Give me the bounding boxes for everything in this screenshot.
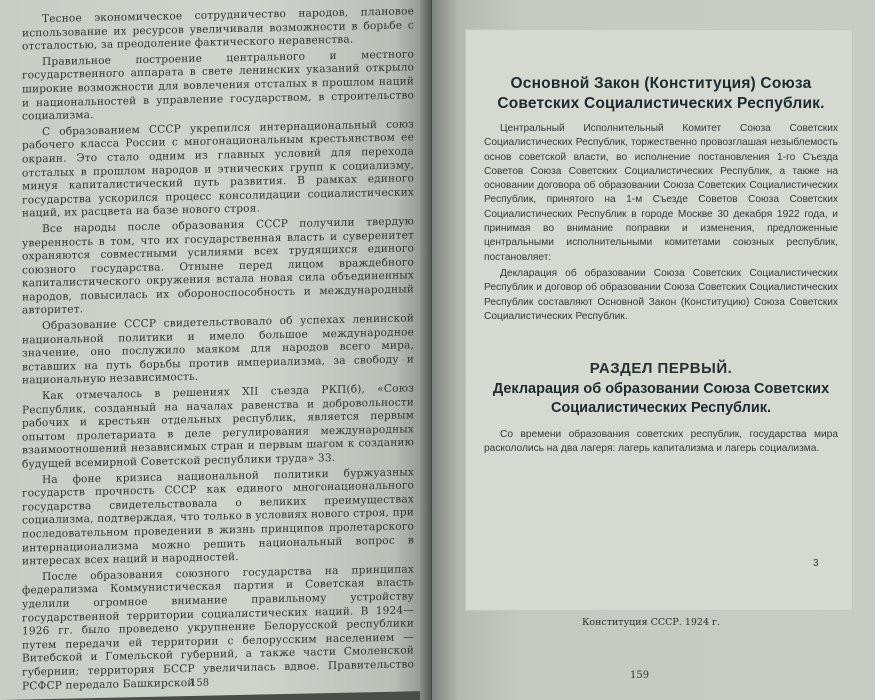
- constitution-title: Основной Закон (Конституция) Союза Советских Социалистических Республик.: [497, 75, 825, 112]
- left-paragraph-1: Тесное экономическое сотрудничество народов, плановое использование их ресурсов увеличивали возможности в борьбе с отсталостью, за преодоление фактического неравенства.: [22, 5, 414, 53]
- section-title: Декларация об образовании Союза Советских Социалистических Республик.: [492, 381, 830, 417]
- preamble-paragraph-1: Центральный Исполнительный Комитет Союза Советских Социалистических Республик, торжественно провозглашая незыблемость основ советской власти, во исполнение постановления 1-го Съезда Советов Союза Советских Социалистических Республик, а также на основании договора об образовании Союза Советских Социалистических Республик, принятого на 1-м Съезде Советов Союза Советских Социалистических Республик в городе Москве 30 декабря 1922 года, и принимая во внимание поправки и изменения, предложенные центральными исполнительными комитетами союзных республик, постановляет:: [484, 123, 838, 263]
- constitution-facsimile: [466, 30, 852, 610]
- left-paragraph-4: Все народы после образования СССР получили твердую уверенность в том, что их государственная власть и суверенитет охраняются совместными усилиями всех трудящихся единого союзного государства. Отныне перед лицом враждебного капиталистического окружения встала новая сила объединенных народов, повысилась их обороноспособность и международный авторитет.: [22, 215, 414, 318]
- facsimile-caption: Конституция СССР. 1924 г.: [582, 617, 721, 628]
- left-page: [0, 0, 428, 700]
- left-paragraph-6: Как отмечалось в решениях XII съезда РКП(б), «Союз Республик, созданный на началах равенства и добровольности рабочих и крестьян отдельных республик, является первым опытом пролетариата в деле регулирования международных взаимоотношений независимых стран и первым шагом к созданию будущей всемирной Советской республики труда» 33.: [22, 382, 414, 471]
- right-page-number: 159: [630, 670, 650, 681]
- left-page-number: 158: [190, 677, 210, 690]
- facsimile-page-number: 3: [813, 558, 819, 569]
- left-paragraph-2: Правильное построение центрального и местного государственного аппарата в свете ленинских указаний открыло широкие возможности для вовлечения отсталых в прошлом наций и национальностей в управление государством, в строительство социализма.: [22, 48, 414, 123]
- section-text: Со времени образования советских республик, государства мира раскололись на два лагеря: лагерь капитализма и лагерь социализма.: [484, 429, 838, 455]
- left-paragraph-3: С образованием СССР укрепился интернациональный союз рабочего класса России с многонациональным крестьянством ее окраин. Это стало одним из главных условий для перехода отсталых в прошлом народов и этнических групп к социализму, минуя капиталистический путь развития. В рамках единого государства ускорился процесс консолидации социалистических наций, их расцвета на базе нового строя.: [22, 118, 414, 220]
- right-page: [432, 0, 875, 700]
- preamble-paragraph-2: Декларация об образовании Союза Советских Социалистических Республик и договор об образовании Союза Советских Социалистических Республик составляют Основной Закон (Конституцию) Союза Советских Социалистических Республик.: [484, 267, 838, 322]
- left-paragraph-5: Образование СССР свидетельствовало об успехах ленинской национальной политики и имело большое международное значение, оно послужило маяком для народов всего мира, вставших на путь борьбы против империализма, за свободу и национальную независимость.: [22, 312, 414, 387]
- section-heading: РАЗДЕЛ ПЕРВЫЙ.: [589, 360, 733, 378]
- left-paragraph-7: На фоне кризиса национальной политики буржуазных государств прочность СССР как единого многонационального государства свидетельствовала о великих преимуществах социализма, подтверждая, что только в условиях нового строя, при последовательном проведении в жизнь принципов пролетарского интернационализма можно решить национальный вопрос в интересах всех наций и народностей.: [22, 465, 414, 568]
- left-paragraph-8: После образования союзного государства на принципах федерализма Коммунистическая партия и Советская власть уделили огромное внимание правильному устройству государственной территории социалистических наций. В 1924—1926 гг. было проведено укрупнение Белорусской республики путем передачи ей территории с белорусским населением — Витебской и Гомельской губерний, а также части Смоленской губернии; территория БССР увеличилась вдвое. Правительство РСФСР передало Башкирской: [22, 563, 414, 693]
